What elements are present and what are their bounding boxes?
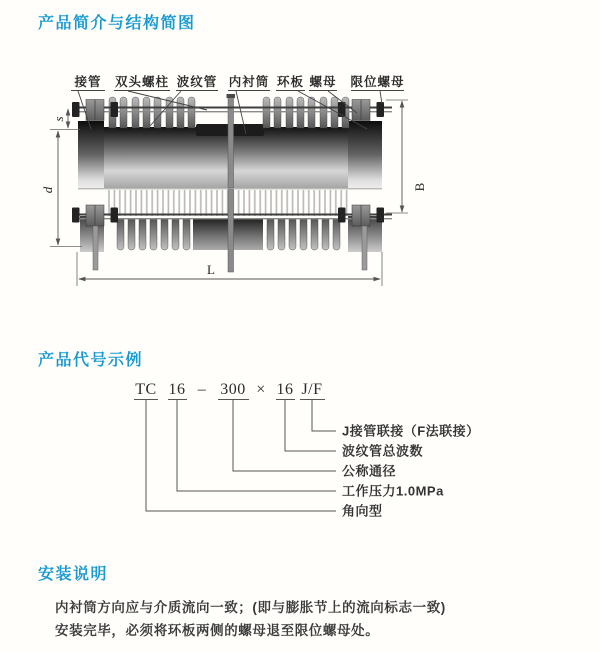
end-plate-right: [348, 121, 382, 188]
code-row: [135, 381, 322, 398]
dim-label-d: d: [40, 186, 55, 194]
callout-type: 角向型: [342, 503, 383, 519]
part-label-limit-nut: 限位螺母: [350, 75, 405, 89]
callout-diameter: 公称通径: [342, 463, 397, 479]
end-plate-left: [78, 121, 104, 188]
center-pin: [227, 94, 236, 272]
code-connector-lines: [134, 400, 336, 512]
dim-label-s: s: [51, 116, 66, 122]
code-part-waves: 16: [276, 381, 294, 398]
product-code-diagram: [30, 365, 575, 527]
code-part-pressure: 16: [168, 381, 186, 398]
bellows-back-stripes: [106, 190, 348, 216]
dim-label-B: B: [412, 182, 427, 192]
callout-pressure: 工作压力1.0MPa: [342, 483, 444, 499]
code-part-diameter: 300: [220, 381, 246, 398]
section-code-title: 产品代号示例: [38, 352, 144, 369]
stud-end-left: [93, 226, 98, 270]
part-label-nut: 螺母: [309, 75, 337, 89]
callout-connection: J接管联接（F法联接）: [342, 423, 480, 439]
callout-waves: 波纹管总波数: [342, 443, 424, 459]
install-instruction-line: 内衬筒方向应与介质流向一致；(即与膨胀节上的流向标志一致): [55, 600, 446, 615]
part-label-stud: 双头螺柱: [114, 75, 170, 89]
part-label-pipe-end: 接管: [74, 75, 102, 89]
section-intro-title: 产品简介与结构简图: [38, 15, 196, 32]
install-instruction-line: 安装完毕，必须将环板两侧的螺母退至限位螺母处。: [55, 623, 380, 638]
part-label-liner: 内衬筒: [228, 75, 270, 89]
dim-label-L: L: [207, 262, 215, 277]
code-part-times: ×: [256, 381, 266, 398]
code-part-type: TC: [135, 381, 157, 398]
stud-end-right: [362, 226, 367, 270]
part-label-ring-plate: 环板: [276, 75, 305, 89]
code-part-connection: J/F: [301, 381, 323, 398]
structure-diagram: [30, 60, 475, 298]
code-part-dash: –: [197, 381, 207, 398]
section-install-title: 安装说明: [38, 566, 109, 583]
part-label-bellows: 波纹管: [176, 75, 218, 89]
pipe-body: [104, 127, 382, 188]
